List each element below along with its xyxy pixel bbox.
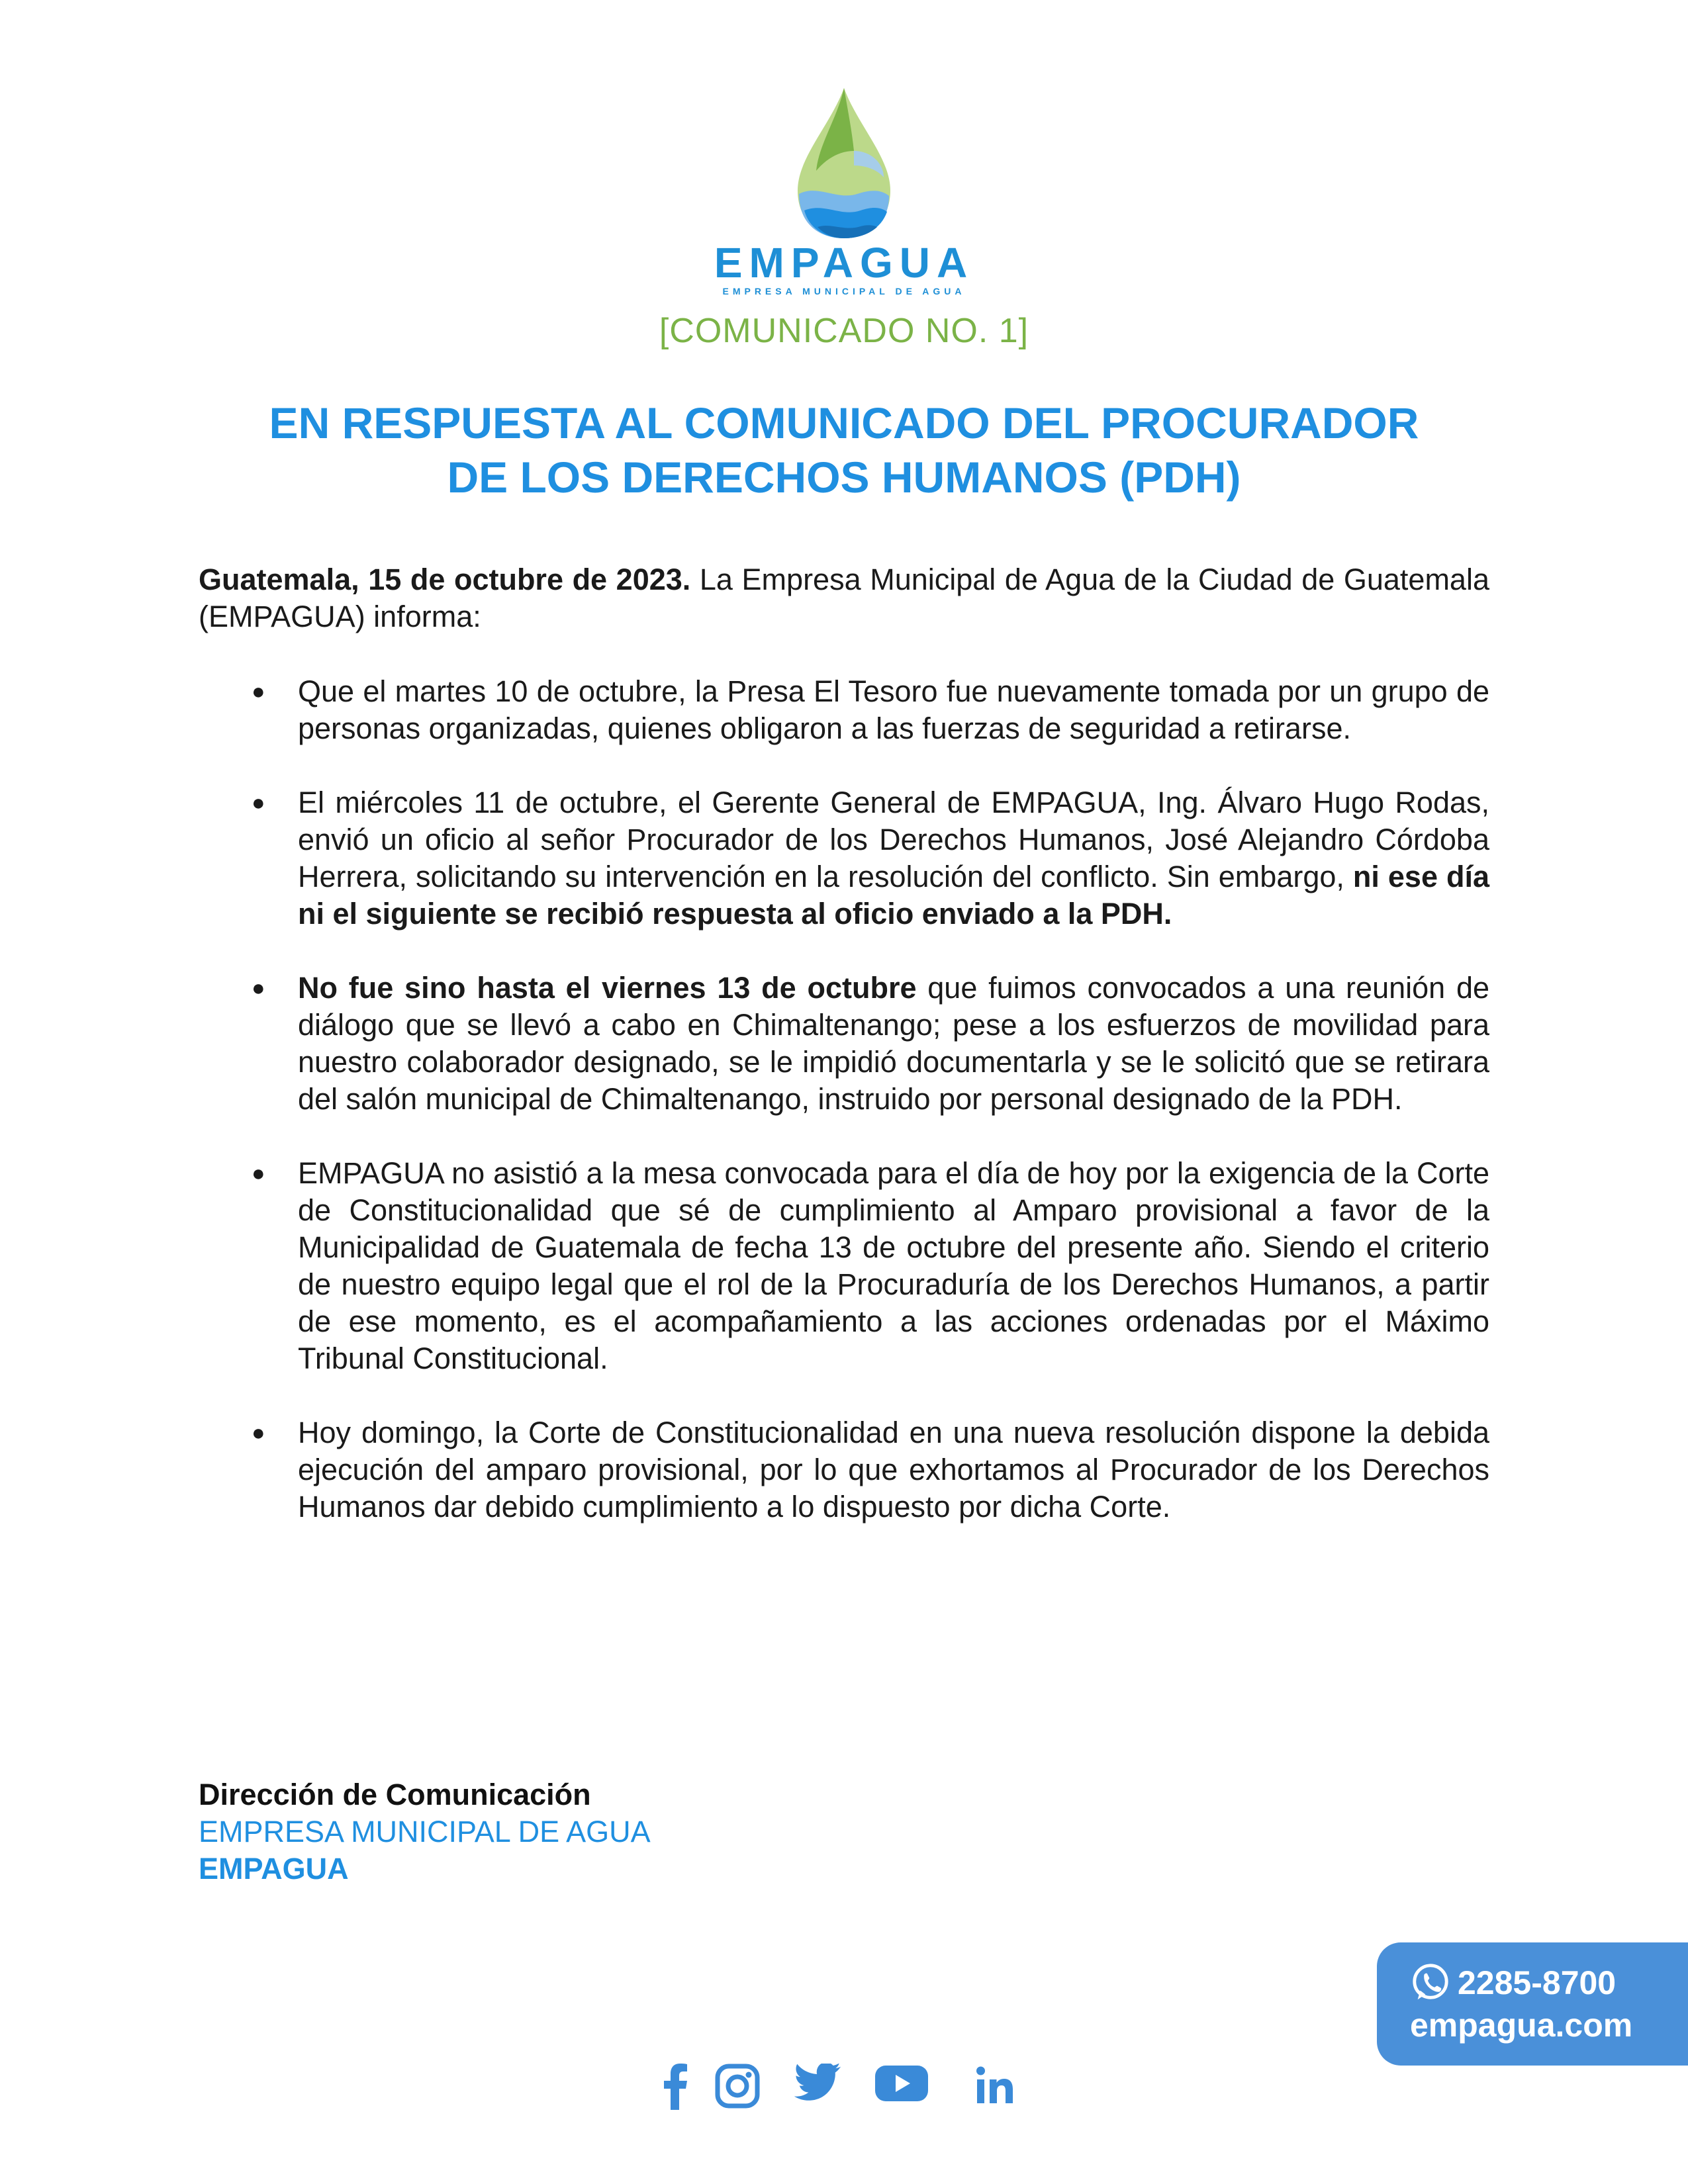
bullet-bold: ni ese día ni el siguiente se recibió respuesta al oficio enviado a la PDH. (298, 860, 1489, 931)
intro-paragraph (199, 561, 1489, 635)
list-item (199, 673, 1489, 747)
youtube-icon[interactable] (874, 2064, 929, 2103)
contact-phone-row (1410, 1962, 1616, 2003)
social-links (662, 2064, 1033, 2116)
linkedin-icon[interactable] (973, 2064, 1015, 2106)
contact-phone[interactable]: 2285-8700 (1458, 1964, 1617, 2001)
list-item (199, 1414, 1489, 1525)
page-title (199, 396, 1489, 504)
title-line-2: DE LOS DERECHOS HUMANOS (PDH) (447, 453, 1241, 502)
facebook-icon[interactable] (662, 2064, 688, 2110)
bullet-text: El miércoles 11 de octubre, el Gerente General de EMPAGUA, Ing. Álvaro Hugo Rodas, envió un oficio al señor Procurador de los Derechos Humanos, José Alejandro Córdoba Herrera, solicitando su intervención en la resolución del conflicto. Sin embargo, (298, 786, 1489, 893)
title-line-1: EN RESPUESTA AL COMUNICADO DEL PROCURADOR (269, 398, 1419, 447)
instagram-icon[interactable] (715, 2064, 760, 2109)
logo-wordmark: EMPAGUA (714, 239, 974, 287)
bullet-list (199, 673, 1489, 1525)
logo-subtitle: EMPRESA MUNICIPAL DE AGUA (722, 286, 966, 296)
bullet-icon: ● (252, 1420, 265, 1445)
signature-department: Dirección de Comunicación (199, 1778, 591, 1811)
list-item (199, 784, 1489, 933)
body (199, 561, 1489, 1563)
logo (0, 0, 1688, 344)
twitter-icon[interactable] (794, 2064, 841, 2103)
bullet-text: Hoy domingo, la Corte de Constitucionalidad en una nueva resolución dispone la debida ejecución del amparo provisional, por lo que exhortamos al Procurador de los Derechos Humanos dar debido cumplimiento a lo dispuesto por dicha Corte. (298, 1416, 1489, 1524)
comunicado-label: [COMUNICADO NO. 1] (659, 312, 1029, 350)
water-drop-icon (778, 85, 910, 240)
bullet-icon: ● (252, 1161, 265, 1186)
intro-lead: Guatemala, 15 de octubre de 2023. (199, 563, 691, 596)
list-item (199, 970, 1489, 1118)
bullet-icon: ● (252, 679, 265, 704)
intro-text: La Empresa Municipal de Agua de la Ciudad de Guatemala (EMPAGUA) informa: (199, 563, 1489, 633)
bullet-bold: No fue sino hasta el viernes 13 de octubre (298, 971, 917, 1005)
contact-website[interactable]: empagua.com (1410, 2007, 1633, 2044)
signature (199, 1776, 651, 1888)
bullet-text: Que el martes 10 de octubre, la Presa El Tesoro fue nuevamente tomada por un grupo de personas organizadas, quienes obligaron a las fuerzas de seguridad a retirarse. (298, 674, 1489, 745)
list-item (199, 1155, 1489, 1377)
bullet-text: EMPAGUA no asistió a la mesa convocada para el día de hoy por la exigencia de la Corte de Constitucionalidad que sé de cumplimiento al Amparo provisional a favor de la Municipalidad de Guatemala de fecha 13 de octubre del presente año. Siendo el criterio de nuestro equipo legal que el rol de la Procuraduría de los Derechos Humanos, a partir de ese momento, es el acompañamiento a las acciones ordenadas por el Máximo Tribunal Constitucional. (298, 1156, 1489, 1375)
contact-badge (1377, 1942, 1688, 2066)
bullet-text: que fuimos convocados a una reunión de diálogo que se llevó a cabo en Chimaltenango; pese a los esfuerzos de movilidad para nuestro colaborador designado, se le impidió documentarla y se le solicitó que se retirara del salón municipal de Chimaltenango, instruido por personal designado de la PDH. (298, 971, 1490, 1116)
signature-company: EMPRESA MUNICIPAL DE AGUA (199, 1815, 651, 1848)
bullet-icon: ● (252, 790, 265, 815)
bullet-icon: ● (252, 976, 265, 1001)
signature-brand: EMPAGUA (199, 1852, 349, 1886)
whatsapp-icon (1410, 1962, 1451, 2003)
